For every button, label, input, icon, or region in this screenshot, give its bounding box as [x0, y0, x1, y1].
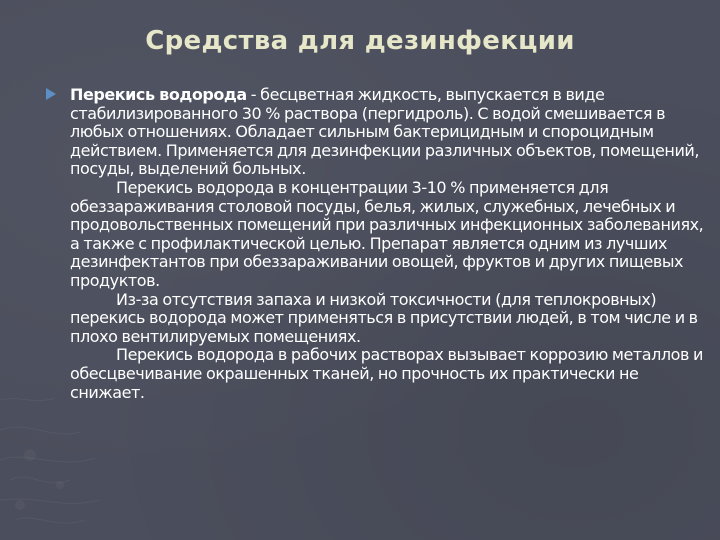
paragraph-1-lead: Перекись водорода	[70, 85, 247, 104]
bullet-body	[70, 86, 706, 402]
triangle-bullet-icon	[46, 88, 56, 100]
paragraph-3: Из-за отсутствия запаха и низкой токсичности (для теплокровных) перекись водорода может применяться в присутствии людей, в том числе и в плохо вентилируемых помещениях.	[70, 289, 698, 346]
paragraph-1-text: - бесцветная жидкость, выпускается в виде стабилизированного 30 % раствора (пергидроль). С водой смешивается в любых отношениях. Обладает сильным бактерицидным и спороцидным действием. Применяется для дезинфекции различных объектов, помещений, посуды, выделений больных.	[70, 85, 699, 179]
paragraph-4: Перекись водорода в рабочих растворах вызывает коррозию металлов и обесцвечивание окрашенных тканей, но прочность их практически не снижает.	[70, 345, 703, 402]
paragraph-1	[70, 86, 706, 179]
slide-title: Средства для дезинфекции	[145, 26, 575, 56]
paragraph-2: Перекись водорода в концентрации 3-10 % применяется для обеззараживания столовой посуды, белья, жилых, служебных, лечебных и продовольственных помещений при различных инфекционных заболеваниях, а также с профилактической целью. Препарат является одним из лучших дезинфектантов при обеззараживании овощей, фруктов и других пищевых продуктов.	[70, 177, 704, 290]
bullet-item	[46, 86, 706, 402]
